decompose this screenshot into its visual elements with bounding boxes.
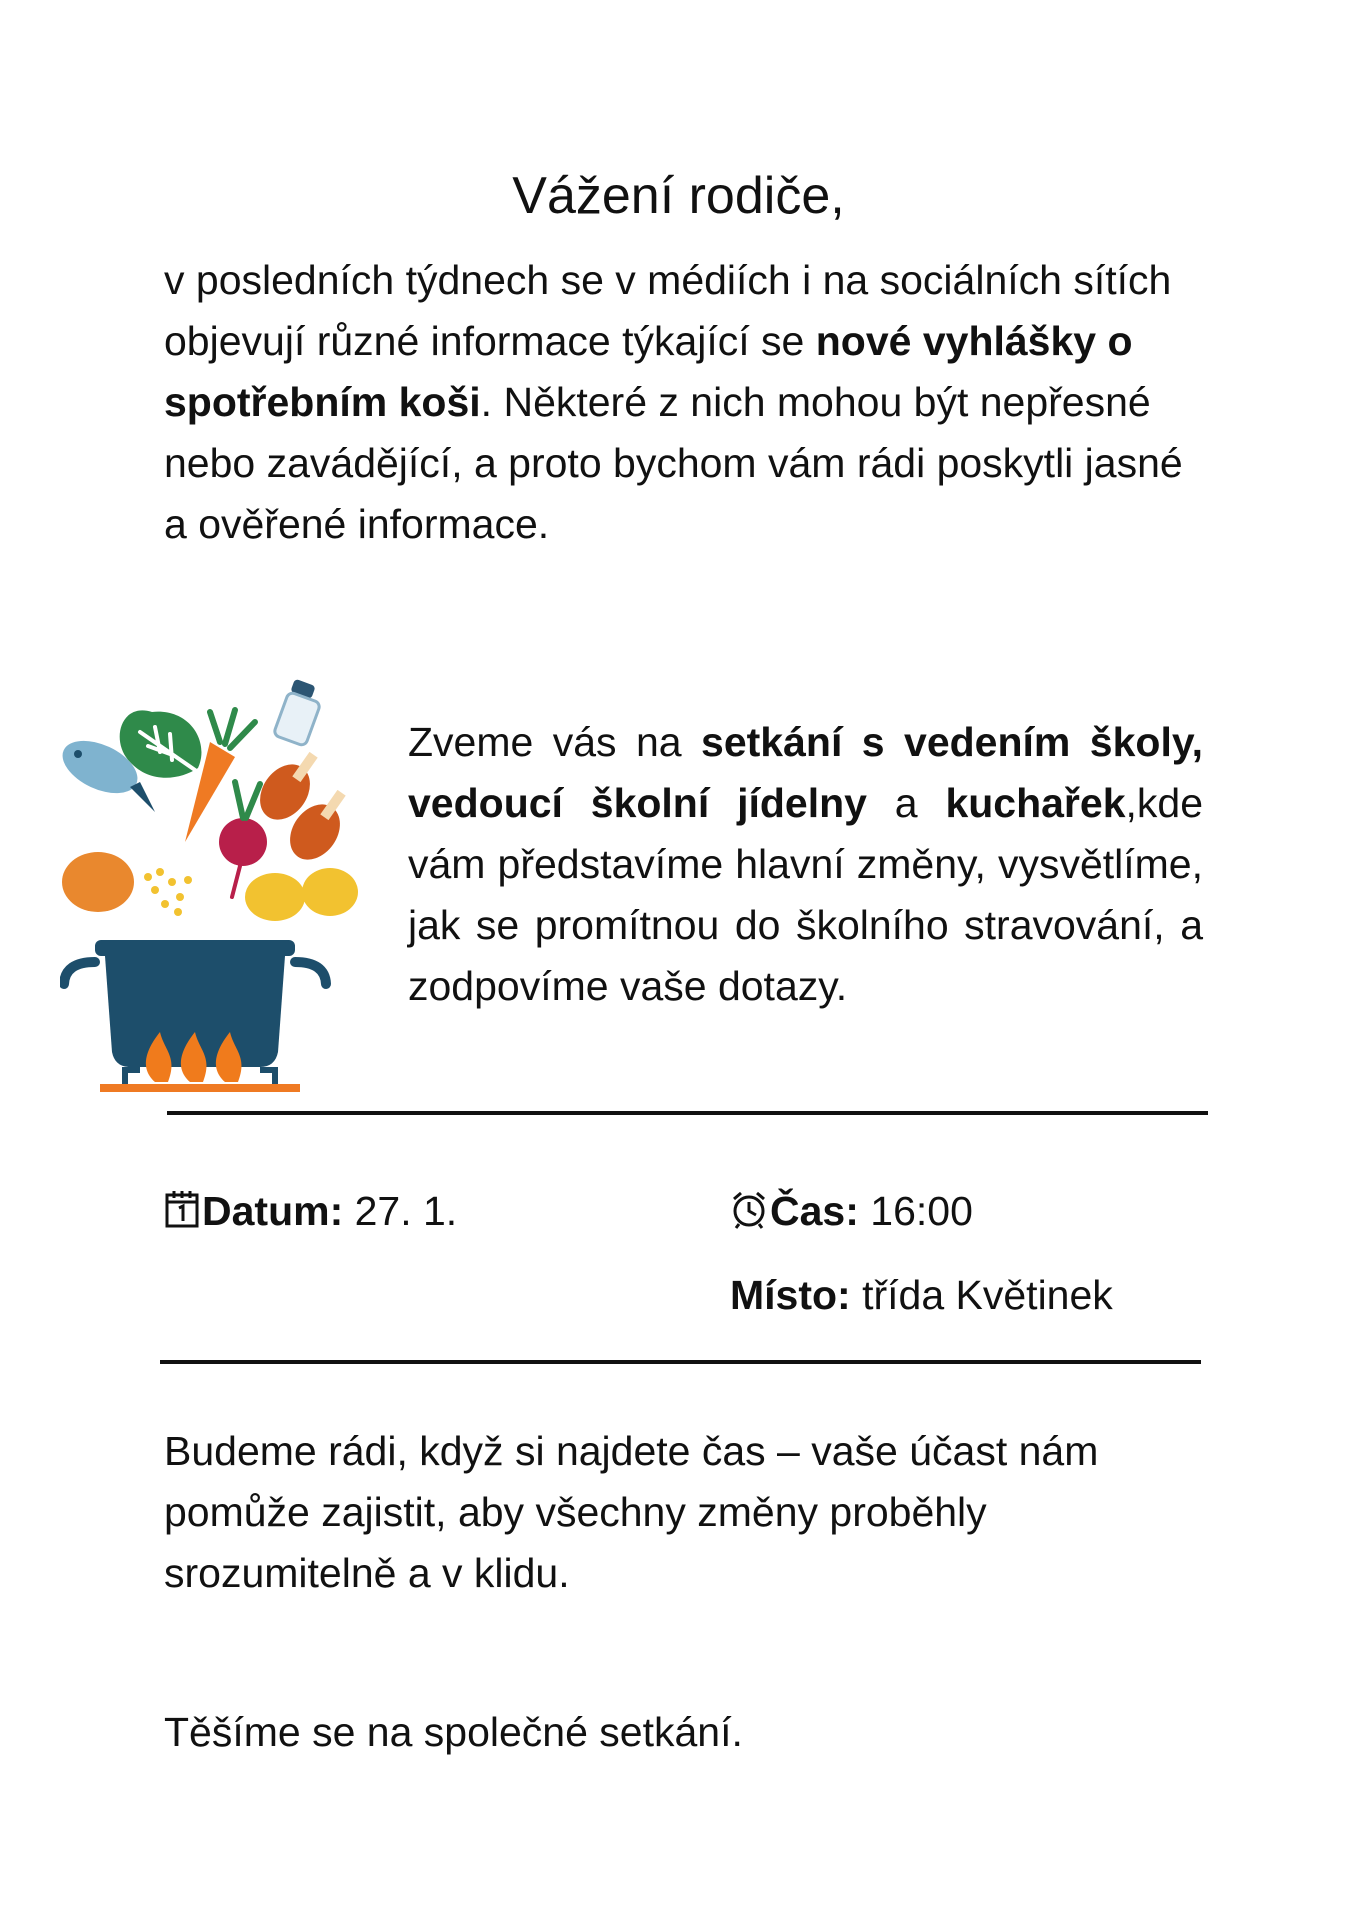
- invite-text-1: Zveme vás na: [408, 719, 702, 765]
- intro-bold-regulation: nové vyhlášky o spotřebním koši: [164, 318, 1133, 425]
- potato-icon: [62, 852, 358, 921]
- invite-text-2: a: [866, 780, 946, 826]
- time-value: 16:00: [858, 1188, 973, 1234]
- place-value: třída Květinek: [850, 1272, 1113, 1318]
- event-time: [730, 1186, 973, 1236]
- cooking-pot-illustration: [60, 672, 400, 1092]
- event-place: [730, 1270, 1113, 1320]
- intro-text-2: . Některé z nich mohou být nepřesné nebo zavádějící, a proto bychom vám rádi poskytli jasné a ověřené informace.: [164, 379, 1183, 547]
- divider-top: [167, 1111, 1208, 1115]
- closing-paragraph: Budeme rádi, když si najdete čas – vaše účast nám pomůže zajistit, aby všechny změny proběhly srozumitelně a v klidu.: [164, 1428, 1099, 1596]
- alarm-clock-icon: [730, 1189, 768, 1229]
- invitation-paragraph: [408, 712, 1203, 1017]
- invite-bold-meeting: setkání s vedením školy, vedoucí školní jídelny: [408, 719, 1203, 826]
- intro-paragraph: [164, 250, 1214, 555]
- invite-text-3: ,kde vám představíme hlavní změny, vysvětlíme, jak se promítnou do školního stravování, a zodpovíme vaše dotazy.: [408, 780, 1203, 1009]
- time-label: Čas:: [770, 1188, 859, 1234]
- salt-shaker-icon: [273, 679, 321, 747]
- event-date: [164, 1186, 457, 1236]
- invite-bold-cooks: kuchařek: [945, 780, 1126, 826]
- date-value: 27. 1.: [343, 1188, 458, 1234]
- calendar-icon: [164, 1189, 200, 1229]
- final-line: Těšíme se na společné setkání.: [164, 1709, 743, 1755]
- divider-bottom: [160, 1360, 1201, 1364]
- greeting-title: Vážení rodiče,: [512, 167, 845, 225]
- grains-icon: [144, 868, 192, 916]
- flame-icon: [146, 1032, 242, 1082]
- date-label: Datum:: [202, 1188, 344, 1234]
- intro-text-1: v posledních týdnech se v médiích i na sociálních sítích objevují různé informace týkající se: [164, 257, 1172, 364]
- place-label: Místo:: [730, 1272, 851, 1318]
